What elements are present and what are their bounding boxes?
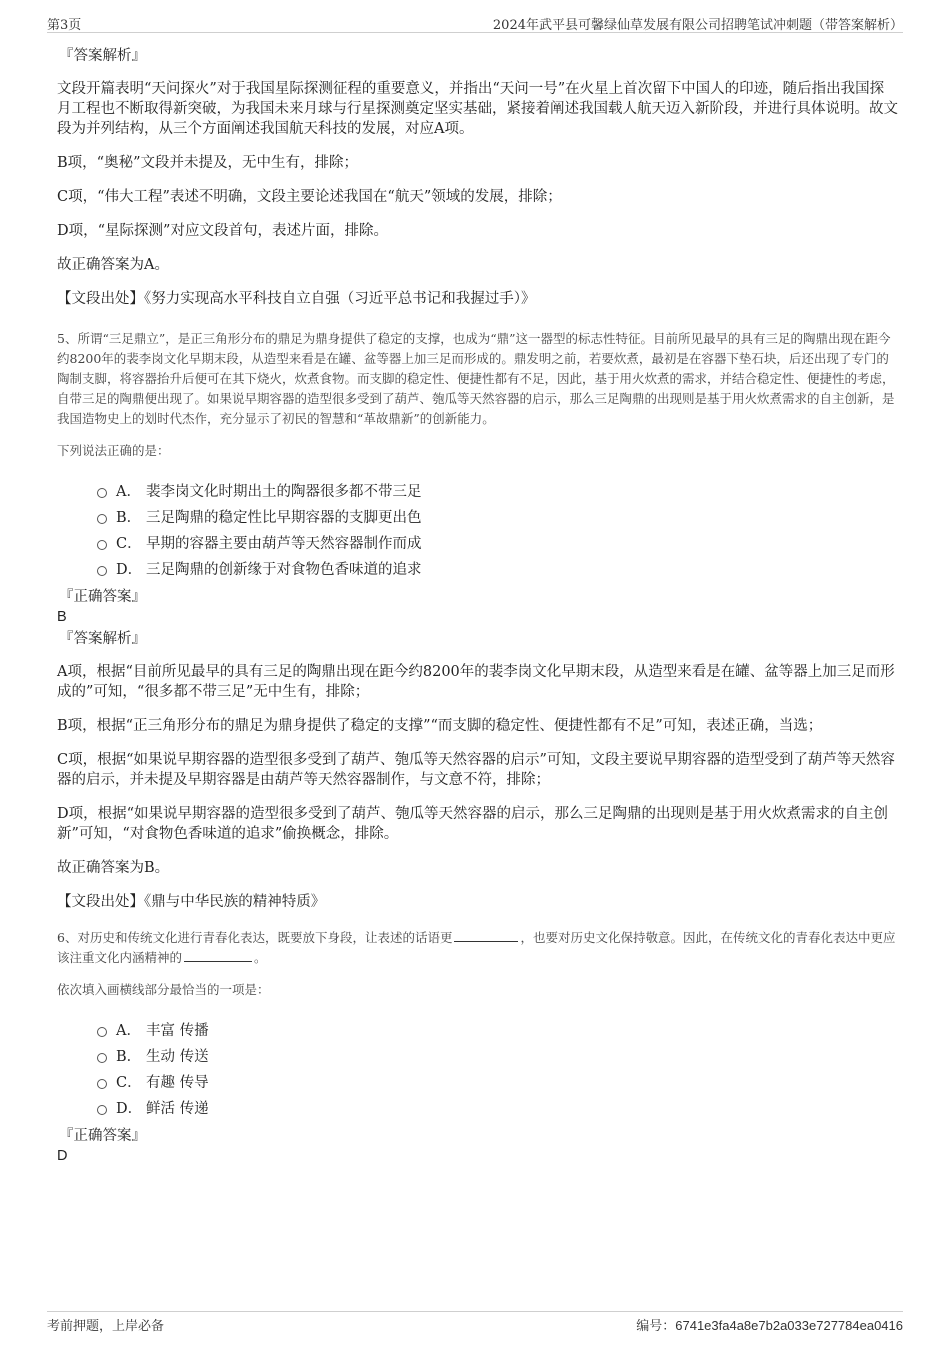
- correct-answer-label: 『正确答案』: [59, 1128, 146, 1144]
- radio-icon[interactable]: [97, 566, 107, 576]
- correct-answer: B: [57, 609, 67, 625]
- radio-icon[interactable]: [97, 1079, 107, 1089]
- analysis-label: 『答案解析』: [59, 631, 146, 647]
- question-6-prompt: 依次填入画横线部分最恰当的一项是：: [57, 982, 270, 997]
- option-b[interactable]: B． 生动 传送: [97, 1042, 898, 1068]
- blank-2: [184, 948, 252, 962]
- radio-icon[interactable]: [97, 540, 107, 550]
- radio-icon[interactable]: [97, 514, 107, 524]
- passage-source: 【文段出处】《鼎与中华民族的精神特质》: [57, 894, 326, 910]
- answer-conclusion: 故正确答案为A。: [57, 257, 169, 273]
- answer-conclusion: 故正确答案为B。: [57, 860, 170, 876]
- page-header: [47, 14, 903, 33]
- radio-icon[interactable]: [97, 1105, 107, 1115]
- footer-slogan: 考前押题，上岸必备: [47, 1319, 165, 1334]
- analysis-paragraph: 文段开篇表明“天问探火”对于我国星际探测征程的重要意义，并指出“天问一号”在火星上首次留下中国人的印迹，随后指出我国探月工程也不断取得新突破，为我国未来月球与行星探测奠定坚实基础，紧接着阐述我国载人航天迈入新阶段，并进行具体说明。故文段为并列结构，从三个方面阐述我国航天科技的发展，对应A项。: [57, 81, 898, 137]
- correct-answer: D: [57, 1148, 68, 1164]
- option-d[interactable]: D． 鲜活 传递: [97, 1094, 898, 1120]
- radio-icon[interactable]: [97, 488, 107, 498]
- document-code: 编号：6741e3fa4a8e7b2a033e727784ea0416: [636, 1318, 903, 1334]
- blank-1: [454, 928, 518, 942]
- analysis-option-c: C项，根据“如果说早期容器的造型很多受到了葫芦、匏瓜等天然容器的启示”可知，文段主要说早期容器的造型受到了葫芦等天然容器的启示，并未提及早期容器是由葫芦等天然容器制作，与文意不符，排除；: [57, 752, 895, 788]
- document-title: 2024年武平县可馨绿仙草发展有限公司招聘笔试冲刺题（带答案解析）: [492, 18, 903, 33]
- analysis-option-d: D项，根据“如果说早期容器的造型很多受到了葫芦、匏瓜等天然容器的启示，那么三足陶鼎的出现则是基于用火炊煮需求的自主创新”可知，“对食物色香味道的追求”偷换概念，排除。: [57, 806, 889, 842]
- question-5-options: [97, 477, 898, 581]
- page-footer: [47, 1311, 903, 1334]
- passage-source: 【文段出处】《努力实现高水平科技自立自强（习近平总书记和我握过手）》: [57, 291, 536, 307]
- correct-answer-label: 『正确答案』: [59, 589, 146, 605]
- option-d[interactable]: D． 三足陶鼎的创新缘于对食物色香味道的追求: [97, 555, 898, 581]
- page-number: 第3页: [47, 18, 82, 33]
- question-5-prompt: 下列说法正确的是：: [57, 443, 170, 458]
- analysis-label: 『答案解析』: [59, 48, 146, 64]
- page-content: [57, 44, 898, 1166]
- question-5-stem: 5、所谓“三足鼎立”，是正三角形分布的鼎足为鼎身提供了稳定的支撑，也成为“鼎”这一器型的标志性特征。目前所见最早的具有三足的陶鼎出现在距今约8200年的裴李岗文化早期末段，从造型来看是在罐、盆等器上加三足而形成的。鼎发明之前，若要炊煮，最初是在容器下垫石块，后还出现了专门的陶制支脚，将容器抬升后便可在其下烧火，炊煮食物。而支脚的稳定性、便捷性都有不足，因此，基于用火炊煮的需求，并结合稳定性、便捷性的考虑，自带三足的陶鼎便出现了。如果说早期容器的造型很多受到了葫芦、匏瓜等天然容器的启示，那么三足陶鼎的出现则是基于用火炊煮需求的自主创新，是我国造物史上的划时代杰作，充分显示了初民的智慧和“革故鼎新”的创新能力。: [57, 331, 895, 426]
- option-c[interactable]: C． 有趣 传导: [97, 1068, 898, 1094]
- analysis-option-a: A项，根据“目前所见最早的具有三足的陶鼎出现在距今约8200年的裴李岗文化早期末段，从造型来看是在罐、盆等器上加三足而形成的”可知，“很多都不带三足”无中生有，排除；: [57, 664, 895, 700]
- option-a[interactable]: A． 丰富 传播: [97, 1016, 898, 1042]
- option-c[interactable]: C． 早期的容器主要由葫芦等天然容器制作而成: [97, 529, 898, 555]
- question-6-stem: 6、对历史和传统文化进行青春化表达，既要放下身段，让表述的话语更 ，也要对历史文化保持敬意。因此，在传统文化的青春化表达中更应该注重文化内涵精神的 。: [57, 930, 896, 965]
- radio-icon[interactable]: [97, 1027, 107, 1037]
- option-a[interactable]: A． 裴李岗文化时期出土的陶器很多都不带三足: [97, 477, 898, 503]
- question-6-options: [97, 1016, 898, 1120]
- option-b[interactable]: B． 三足陶鼎的稳定性比早期容器的支脚更出色: [97, 503, 898, 529]
- analysis-option-b: B项，根据“正三角形分布的鼎足为鼎身提供了稳定的支撑”“而支脚的稳定性、便捷性都有不足”可知，表述正确，当选；: [57, 718, 823, 734]
- analysis-option-b: B项，“奥秘”文段并未提及，无中生有，排除；: [57, 155, 358, 171]
- radio-icon[interactable]: [97, 1053, 107, 1063]
- analysis-option-c: C项，“伟大工程”表述不明确，文段主要论述我国在“航天”领域的发展，排除；: [57, 189, 562, 205]
- analysis-option-d: D项，“星际探测”对应文段首句，表述片面，排除。: [57, 223, 388, 239]
